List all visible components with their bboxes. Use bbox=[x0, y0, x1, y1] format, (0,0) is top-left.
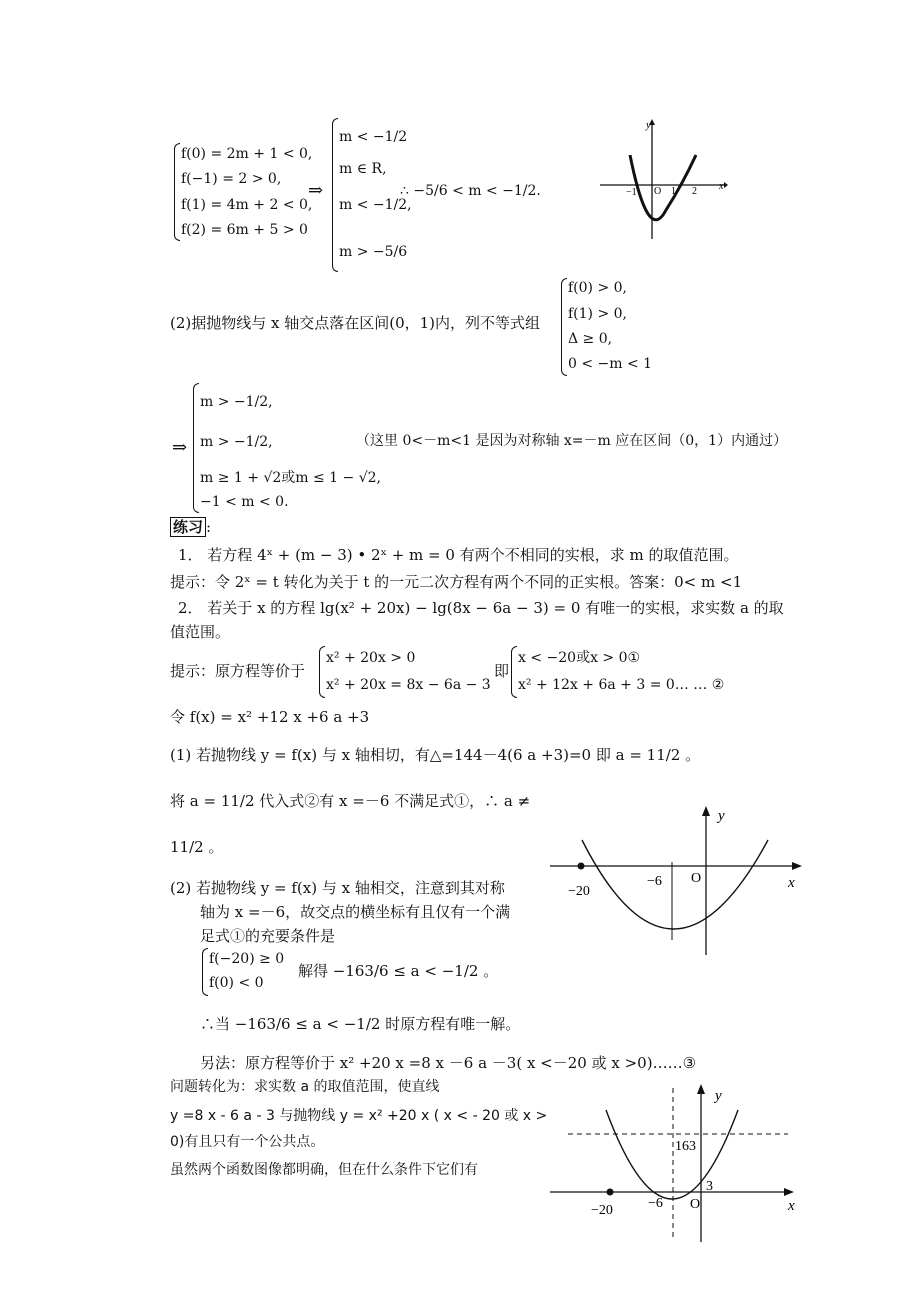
sys1-line-4: f(2) = 6m + 5 > 0 bbox=[181, 222, 308, 238]
x-label: x bbox=[719, 181, 724, 192]
q2-conv2: y =8 x - 6 a - 3 与抛物线 y = x² +20 x ( x < - 20 或 x > bbox=[170, 1108, 548, 1124]
tick-2: 2 bbox=[692, 186, 697, 197]
label-neg6: −6 bbox=[647, 874, 662, 889]
q2-ji: 即 bbox=[494, 662, 510, 680]
q2-case1c: 11/2 。 bbox=[170, 838, 224, 856]
y-label: y bbox=[718, 808, 725, 824]
part2-line-4: 0 < −m < 1 bbox=[568, 356, 653, 372]
y-axis-arrow bbox=[697, 1084, 705, 1094]
sys1-line-1: f(0) = 2m + 1 < 0, bbox=[181, 146, 313, 162]
sys1-result-2: m ∈ R, bbox=[339, 161, 387, 177]
q2-case2b: 轴为 x =－6，故交点的横坐标有且仅有一个满 bbox=[200, 903, 511, 921]
q2-c2sys-line-2: f(0) < 0 bbox=[209, 975, 264, 991]
q2-sysA-line-1: x² + 20x > 0 bbox=[326, 650, 416, 666]
y-axis-arrow bbox=[702, 806, 710, 816]
graph-2 bbox=[548, 800, 810, 960]
q2-sysA-brace bbox=[319, 646, 325, 698]
sys3-line-2: m > −1/2, bbox=[200, 434, 273, 450]
q2-conv: 问题转化为：求实数 a 的取值范围，使直线 bbox=[170, 1079, 440, 1095]
point-neg20 bbox=[607, 1189, 614, 1196]
sys1-result-4: m > −5/6 bbox=[339, 244, 408, 260]
sys3-line-4: −1 < m < 0. bbox=[200, 494, 289, 510]
q2-case1b: 将 a = 11/2 代入式②有 x =－6 不满足式①，∴ a ≠ bbox=[170, 792, 531, 810]
graph-1 bbox=[596, 115, 730, 245]
x-axis-arrow bbox=[784, 1188, 794, 1196]
graph-3 bbox=[548, 1080, 810, 1245]
q2-sysA-line-2: x² + 20x = 8x − 6a − 3 bbox=[326, 677, 491, 693]
q2-case2c: 足式①的充要条件是 bbox=[200, 927, 336, 945]
label-neg6: −6 bbox=[648, 1196, 663, 1211]
sys3-line-1: m > −1/2, bbox=[200, 394, 273, 410]
sys1-line-2: f(−1) = 2 > 0, bbox=[181, 171, 282, 187]
origin-label: O bbox=[691, 871, 702, 886]
tick-origin: O bbox=[654, 186, 662, 197]
x-axis-arrow bbox=[792, 862, 802, 870]
label-3: 3 bbox=[706, 1179, 713, 1194]
q2-case2a: (2) 若抛物线 y = f(x) 与 x 轴相交，注意到其对称 bbox=[170, 879, 505, 897]
y-label: y bbox=[715, 1088, 722, 1104]
part2-line-1: f(0) > 0, bbox=[568, 280, 628, 296]
q2-sysB-line-2: x² + 12x + 6a + 3 = 0… … ② bbox=[518, 677, 725, 693]
implies-arrow-2: ⇒ bbox=[172, 437, 188, 458]
label-neg20: −20 bbox=[568, 884, 590, 899]
sys1-result-3: m < −1/2, bbox=[339, 197, 412, 213]
q2-alt: 另法：原方程等价于 x² +20 x =8 x －6 a －3( x <－20 或 x >0)……③ bbox=[200, 1054, 697, 1072]
practice-colon: : bbox=[206, 518, 212, 536]
parabola bbox=[582, 840, 768, 929]
y-label: y bbox=[646, 119, 651, 131]
brace-left bbox=[174, 143, 180, 241]
implies-arrow: ⇒ bbox=[308, 180, 324, 201]
sys1-result-1: m < −1/2 bbox=[339, 129, 408, 145]
sys3-note: （这里 0<－m<1 是因为对称轴 x=－m 应在区间（0，1）内通过） bbox=[356, 433, 788, 449]
tick-neg1: −1 bbox=[626, 187, 637, 198]
practice-label: 练习 bbox=[170, 517, 206, 537]
part2-line-2: f(1) > 0, bbox=[568, 306, 628, 322]
q2-sysB-line-1: x < −20或x > 0① bbox=[518, 650, 641, 666]
q2-c2-solve: 解得 −163/6 ≤ a < −1/2 。 bbox=[298, 962, 499, 980]
parabola bbox=[630, 155, 696, 220]
sys1-line-3: f(1) = 4m + 2 < 0, bbox=[181, 197, 313, 213]
q2-case1: (1) 若抛物线 y = f(x) 与 x 轴相切，有△=144－4(6 a +3)=0 即 a = 11/2 。 bbox=[170, 746, 701, 764]
q2-ling: 令 f(x) = x² +12 x +6 a +3 bbox=[170, 708, 370, 726]
q2-c2-conclusion: ∴当 −163/6 ≤ a < −1/2 时原方程有唯一解。 bbox=[200, 1015, 521, 1033]
q1-hint: 提示：令 2ˣ = t 转化为关于 t 的一元二次方程有两个不同的正实根。答案：0< m <1 bbox=[170, 573, 743, 591]
x-axis-arrow bbox=[724, 182, 728, 188]
part2-text: (2)据抛物线与 x 轴交点落在区间(0，1)内，列不等式组 bbox=[170, 314, 541, 332]
sys3-line-3: m ≥ 1 + √2或m ≤ 1 − √2, bbox=[200, 470, 381, 486]
origin-label: O bbox=[690, 1197, 701, 1212]
q2-c2sys-line-1: f(−20) ≥ 0 bbox=[209, 951, 285, 967]
q2-conv3: 0)有且只有一个公共点。 bbox=[170, 1134, 325, 1150]
point-neg20 bbox=[578, 863, 585, 870]
q2-line-1: 2． 若关于 x 的方程 lg(x² + 20x) − lg(8x − 6a − 3) = 0 有唯一的实根，求实数 a 的取 bbox=[178, 599, 784, 617]
q2-line-2: 值范围。 bbox=[170, 623, 231, 641]
q2-last: 虽然两个函数图像都明确，但在什么条件下它们有 bbox=[170, 1162, 478, 1178]
q2-sysB-brace bbox=[511, 646, 517, 698]
practice-heading bbox=[170, 517, 211, 537]
q2-c2-brace bbox=[202, 948, 208, 996]
part2-line-3: Δ ≥ 0, bbox=[568, 331, 613, 347]
q2-hint-prefix: 提示：原方程等价于 bbox=[170, 662, 306, 680]
parabola bbox=[606, 1110, 738, 1199]
part2-brace bbox=[561, 278, 567, 376]
x-label: x bbox=[788, 1198, 795, 1214]
label-163: 163 bbox=[675, 1139, 696, 1154]
brace-results bbox=[332, 118, 338, 272]
tick-1: 1 bbox=[671, 186, 676, 197]
x-label: x bbox=[788, 875, 795, 891]
q1-text: 1． 若方程 4ˣ + (m − 3) • 2ˣ + m = 0 有两个不相同的实根，求 m 的取值范围。 bbox=[178, 546, 739, 564]
label-neg20: −20 bbox=[591, 1203, 613, 1218]
sys3-brace bbox=[193, 383, 199, 513]
sys1-conclusion: ∴ −5/6 < m < −1/2. bbox=[400, 183, 541, 199]
